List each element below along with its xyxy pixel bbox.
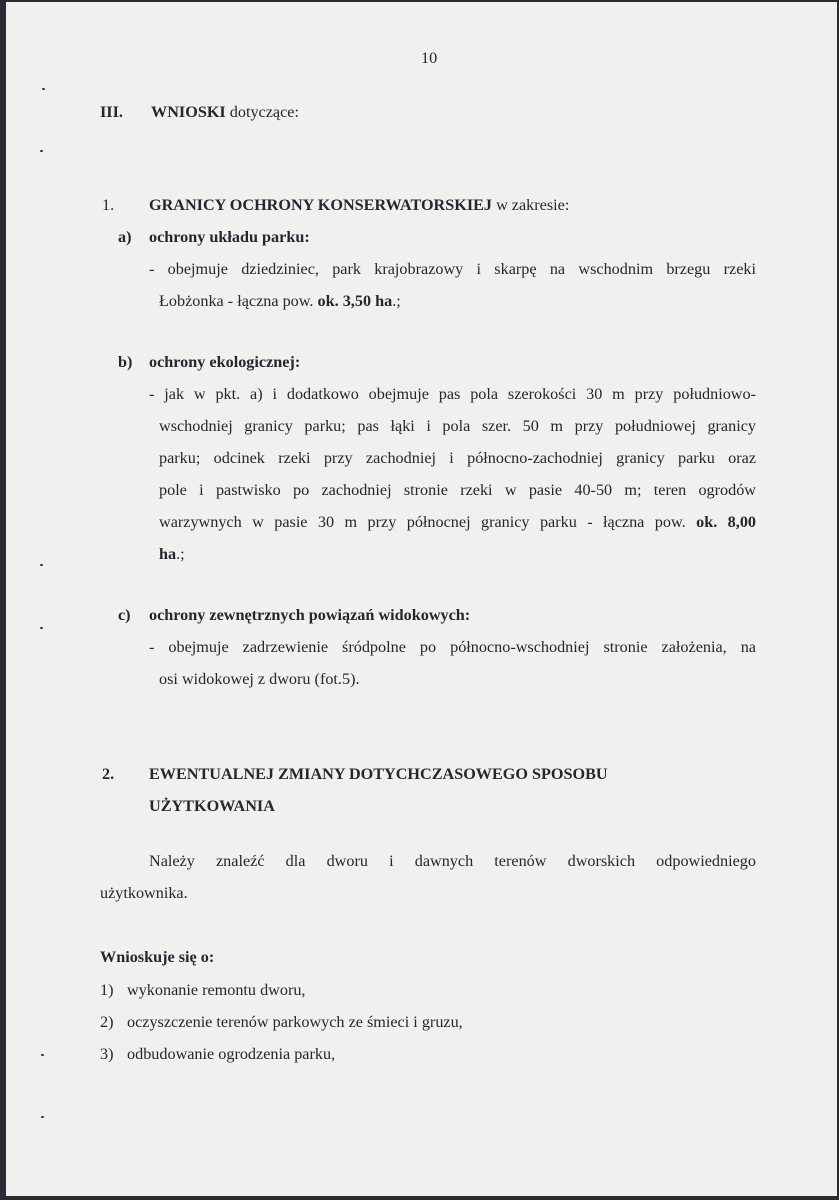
item1-title-bold: GRANICY OCHRONY KONSERWATORSKIEJ (149, 196, 493, 214)
item1-number: 1. (102, 196, 115, 214)
item1c-label: c) (118, 606, 131, 624)
scan-speck (42, 88, 45, 90)
list-number: 2) (100, 1013, 114, 1031)
item1b-line1: - jak w pkt. a) i dodatkowo obejmuje pas pola szerokości 30 m przy południowo- (149, 385, 756, 403)
item2-title-line1: EWENTUALNEJ ZMIANY DOTYCHCZASOWEGO SPOSOBU (149, 765, 608, 783)
list-number: 1) (100, 981, 114, 999)
item1c-line2: osi widokowej z dworu (fot.5). (159, 670, 360, 688)
item1-title-rest: w zakresie: (496, 196, 570, 214)
document-page (6, 2, 837, 1196)
scan-speck (40, 150, 43, 152)
list-item (100, 1012, 463, 1032)
item1b-line2: wschodniej granicy parku; pas łąki i pola szer. 50 m przy południowej granicy (159, 417, 756, 435)
scan-speck (41, 1054, 44, 1056)
item1a-label: a) (118, 228, 132, 246)
area-unit: ha (159, 545, 177, 563)
area-value: ok. 3,50 ha (317, 292, 393, 310)
item2-para-line2: użytkownika. (100, 884, 188, 902)
list-item (100, 1044, 336, 1064)
scan-speck (40, 627, 43, 629)
item1b-line3: parku; odcinek rzeki przy zachodniej i północno-zachodniej granicy parku oraz (159, 449, 756, 467)
item1b-label: b) (118, 353, 133, 371)
item1b-heading: ochrony ekologicznej: (149, 353, 301, 371)
area-value: ok. 8,00 (696, 513, 757, 531)
page-number: 10 (421, 49, 438, 67)
list-number: 3) (100, 1045, 114, 1063)
section-numeral: III. (100, 103, 123, 121)
item1-heading (149, 195, 569, 215)
item1b-line6 (159, 544, 185, 564)
item1a-heading: ochrony układu parku: (149, 228, 310, 246)
item1b-line5 (159, 512, 756, 532)
item1a-line1: - obejmuje dziedziniec, park krajobrazowy i skarpę na wschodnim brzegu rzeki (149, 260, 756, 278)
item1a-line2 (159, 291, 401, 311)
section-title-rest: dotyczące: (229, 103, 299, 121)
item2-title-line2: UŻYTKOWANIA (149, 797, 275, 815)
section-title-bold: WNIOSKI (151, 103, 226, 121)
list-item (100, 980, 306, 1000)
list-text: wykonanie remontu dworu, (127, 981, 306, 999)
item1c-line1: - obejmuje zadrzewienie śródpolne po północno-wschodniej stronie założenia, na (149, 638, 756, 656)
text: Łobżonka - łączna pow. (159, 292, 314, 310)
list-text: odbudowanie ogrodzenia parku, (127, 1045, 336, 1063)
scan-speck (40, 564, 43, 566)
item1b-line4: pole i pastwisko po zachodniej stronie rzeki w pasie 40-50 m; teren ogrodów (159, 481, 756, 499)
text: .; (392, 292, 401, 310)
item2-number: 2. (102, 765, 115, 783)
text: warzywnych w pasie 30 m przy północnej granicy parku - łączna pow. (159, 513, 686, 531)
item1c-heading: ochrony zewnętrznych powiązań widokowych: (149, 606, 471, 624)
section-heading (100, 102, 299, 122)
item2-para-line1: Należy znaleźć dla dworu i dawnych terenów dworskich odpowiedniego (149, 852, 756, 870)
list-text: oczyszczenie terenów parkowych ze śmieci i gruzu, (127, 1013, 463, 1031)
text: .; (176, 545, 185, 563)
requests-heading: Wnioskuje się o: (100, 948, 215, 966)
scan-speck (41, 1116, 44, 1118)
